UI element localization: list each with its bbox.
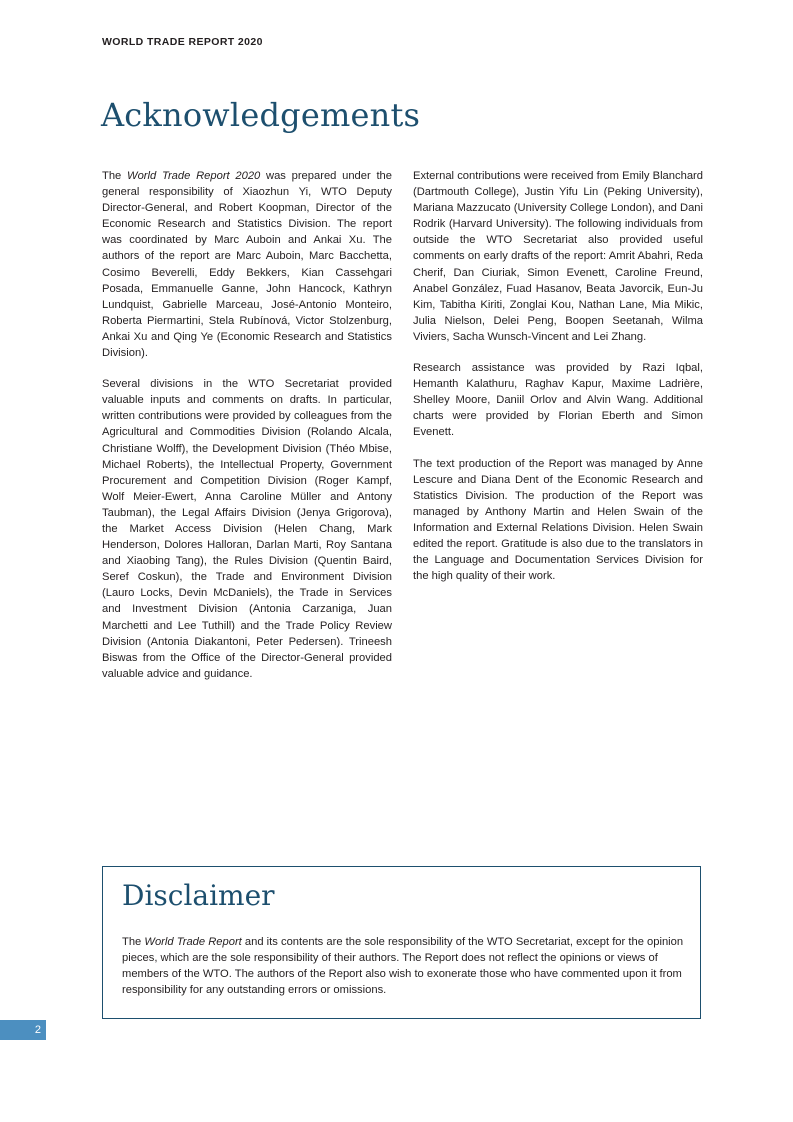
acknowledgements-paragraph-4: Research assistance was provided by Razi Iqbal, Hemanth Kalathuru, Raghav Kapur, Maxime Ladrière, Shelley Moore, Daniil Orlov and Alvin Wang. Additional charts were provided by Florian Eberth and Simon Evenett.	[413, 362, 703, 439]
disclaimer-report-title-italic: World Trade Report	[144, 936, 242, 948]
running-header: WORLD TRADE REPORT 2020	[102, 36, 263, 48]
page-number-tab: 2	[0, 1020, 46, 1040]
acknowledgements-paragraph-1	[102, 168, 392, 361]
report-title-italic: World Trade Report 2020	[127, 170, 261, 182]
disclaimer-text	[122, 934, 685, 998]
acknowledgements-paragraph-2: Several divisions in the WTO Secretariat provided valuable inputs and comments on drafts. In particular, written contributions were provided by colleagues from the Agricultural and Commodities Division (Rolando Alcala, Christiane Wolff), the Development Division (Théo Mbise, Michael Roberts), the Intellectual Property, Government Procurement and Competition Division (Roger Kampf, Wolf Meier-Ewert, Anna Caroline Müller and Antony Taubman), the Legal Affairs Division (Jenya Grigorova), the Market Access Division (Helen Chang, Mark Henderson, Dolores Halloran, Darlan Marti, Roy Santana and Xiaobing Tang), the Rules Division (Quentin Baird, Seref Coskun), the Trade and Environment Division (Lauro Locks, Devin McDaniels), the Trade in Services and Investment Division (Antonia Carzaniga, Juan Marchetti and Lee Tuthill) and the Trade Policy Review Division (Antonia Diakantoni, Peter Pedersen). Trineesh Biswas from the Office of the Director-General provided valuable advice and guidance.	[102, 378, 392, 680]
disclaimer-title: Disclaimer	[122, 879, 275, 912]
disclaimer-box	[102, 866, 701, 1019]
page-title: Acknowledgements	[101, 96, 421, 134]
acknowledgements-body	[102, 168, 703, 698]
paragraph-text: was prepared under the general responsibility of Xiaozhun Yi, WTO Deputy Director-General, and Robert Koopman, Director of the Economic Research and Statistics Division. The report was coordinated by Marc Auboin and Ankai Xu. The authors of the report are Marc Auboin, Marc Bacchetta, Cosimo Beverelli, Eddy Bekkers, Kian Cassehgari Posada, Emmanuelle Ganne, John Hancock, Kathryn Lundquist, Gabrielle Marceau, José-Antonio Monteiro, Roberta Piermartini, Stela Rubínová, Victor Stolzenburg, Ankai Xu and Qing Ye (Economic Research and Statistics Division).	[102, 170, 393, 360]
paragraph-lead: The	[102, 170, 128, 182]
acknowledgements-paragraph-5: The text production of the Report was managed by Anne Lescure and Diana Dent of the Economic Research and Statistics Division. The production of the Report was managed by Anthony Martin and Helen Swain of the Information and External Relations Division. Helen Swain edited the report. Gratitude is also due to the translators in the Language and Documentation Services Division for the high quality of their work.	[413, 457, 703, 583]
disclaimer-lead: The	[122, 936, 145, 948]
acknowledgements-paragraph-3: External contributions were received from Emily Blanchard (Dartmouth College), Justin Yifu Lin (Peking University), Mariana Mazzucato (University College London), and Dani Rodrik (Harvard University). The following individuals from outside the WTO Secretariat also provided useful comments on early drafts of the report: Amrit Abahri, Reda Cherif, Dan Ciuriak, Simon Evenett, Caroline Freund, Anabel González, Fuad Hasanov, Beata Javorcik, Eun-Ju Kim, Tabitha Kiriti, Zonglai Kou, Nathan Lane, Mia Mikic, Julia Nielson, Delei Peng, Boopen Seetanah, Wilma Viviers, Sacha Wunsch-Vincent and Lei Zhang.	[413, 170, 703, 343]
disclaimer-body: and its contents are the sole responsibility of the WTO Secretariat, except for the opinion pieces, which are the sole responsibility of their authors. The Report does not reflect the opinions or views of members of the WTO. The authors of the Report also wish to exonerate those who have commented upon it from responsibility for any outstanding errors or omissions.	[122, 936, 684, 997]
